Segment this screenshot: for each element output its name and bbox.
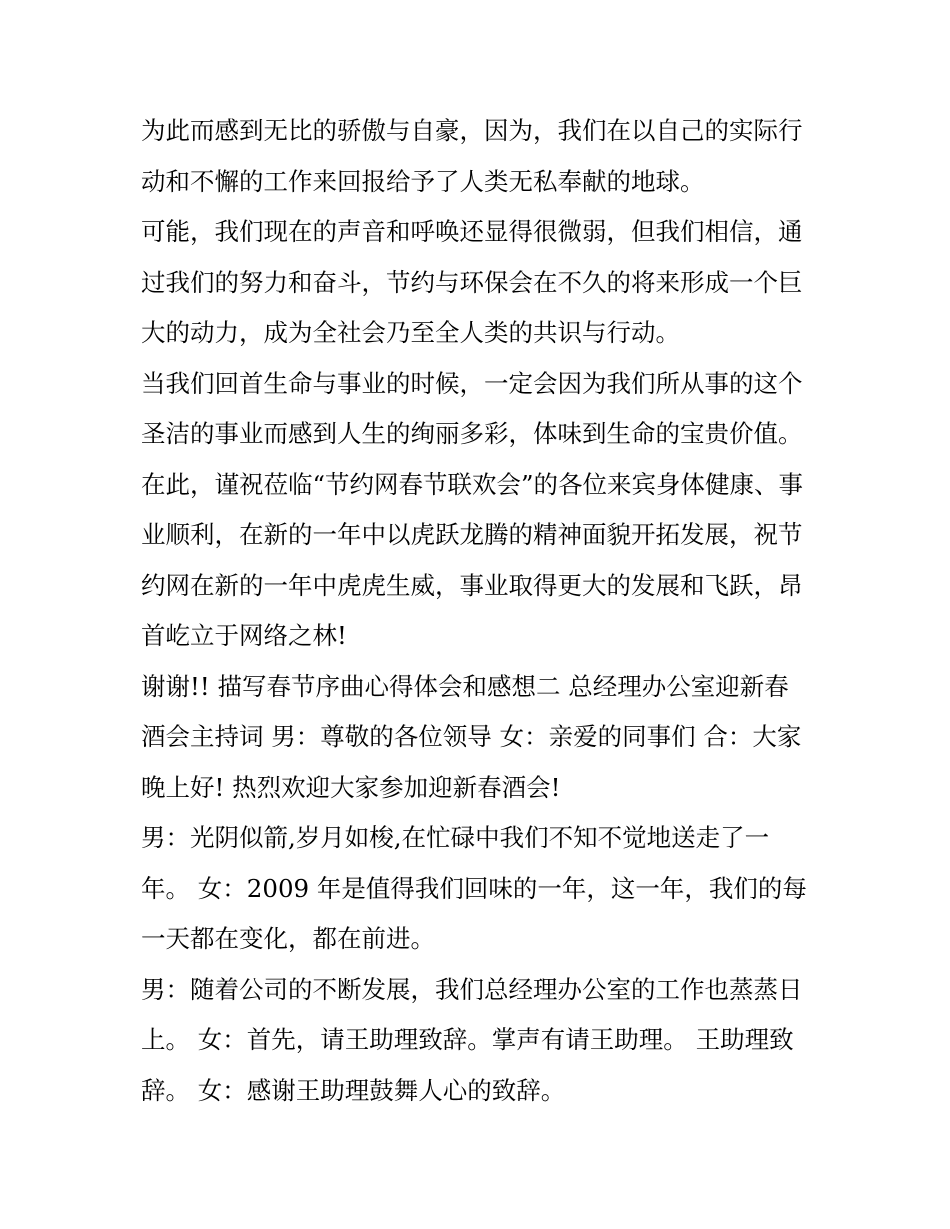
text-line-9: 业顺利，在新的一年中以虎跃龙腾的精神面貌开拓发展，祝节	[141, 520, 803, 549]
text-line-13: 酒会主持词 男：尊敬的各位领导 女：亲爱的同事们 合：大家	[141, 722, 802, 751]
text-line-3: 可能，我们现在的声音和呼唤还显得很微弱，但我们相信，通	[141, 217, 803, 246]
text-line-5: 大的动力，成为全社会乃至全人类的共识与行动。	[141, 318, 680, 347]
text-line-19: 上。 女：首先，请王助理致辞。掌声有请王助理。 王助理致	[141, 1025, 794, 1054]
text-line-15: 男：光阴似箭,岁月如梭,在忙碌中我们不知不觉地送走了一	[141, 823, 770, 852]
text-line-16: 年。 女：2009 年是值得我们回味的一年，这一年，我们的每	[141, 873, 807, 903]
text-line-10: 约网在新的一年中虎虎生威，事业取得更大的发展和飞跃，昂	[141, 570, 803, 600]
text-line-20: 辞。 女：感谢王助理鼓舞人心的致辞。	[141, 1075, 566, 1105]
text-line-14: 晚上好! 热烈欢迎大家参加迎新春酒会!	[141, 772, 561, 802]
text-line-12: 谢谢!! 描写春节序曲心得体会和感想二 总经理办公室迎新春	[141, 671, 789, 701]
text-line-4: 过我们的努力和奋斗，节约与环保会在不久的将来形成一个巨	[141, 267, 803, 297]
document-body	[141, 106, 821, 1116]
text-line-11: 首屹立于网络之林!	[141, 621, 347, 650]
text-line-8: 在此，谨祝莅临“节约网春节联欢会”的各位来宾身体健康、事	[141, 469, 804, 499]
text-line-18: 男：随着公司的不断发展，我们总经理办公室的工作也蒸蒸日	[141, 974, 803, 1004]
text-line-6: 当我们回首生命与事业的时候，一定会因为我们所从事的这个	[141, 368, 803, 398]
text-line-17: 一天都在变化，都在前进。	[141, 924, 435, 953]
text-line-1: 为此而感到无比的骄傲与自豪，因为，我们在以自己的实际行	[141, 116, 803, 145]
text-line-2: 动和不懈的工作来回报给予了人类无私奉献的地球。	[141, 166, 705, 196]
text-line-7: 圣洁的事业而感到人生的绚丽多彩，体味到生命的宝贵价值。	[141, 419, 803, 448]
